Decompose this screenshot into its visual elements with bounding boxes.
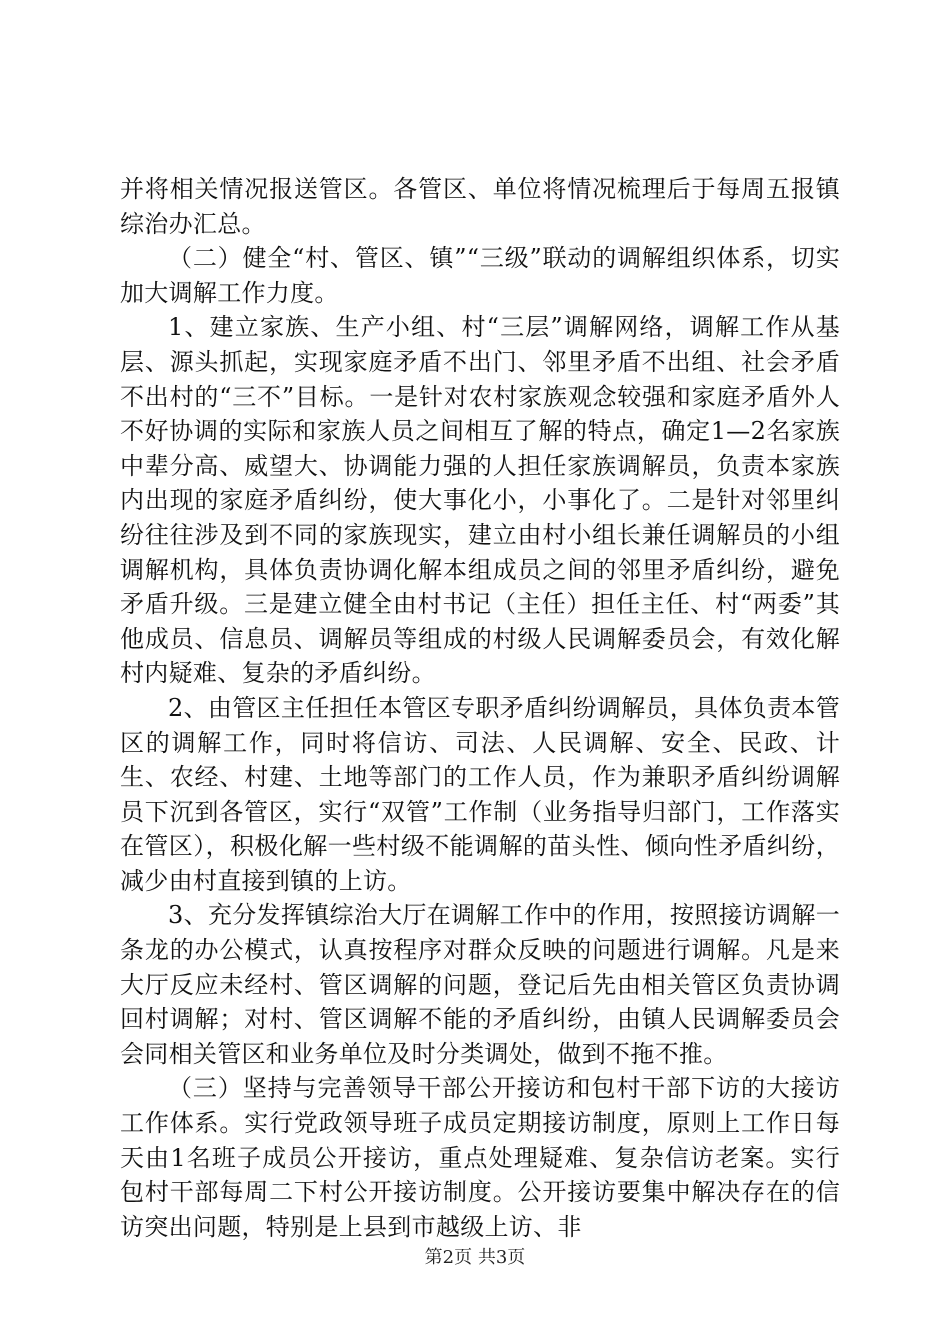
paragraph-item-one: 1、建立家族、生产小组、村“三层”调解网络，调解工作从基层、源头抓起，实现家庭矛盾不出门、邻里矛盾不出组、社会矛盾不出村的“三不”目标。一是针对农村家族观念较强和家庭矛盾外人不好协调的实际和家族人员之间相互了解的特点，确定1—2名家族中辈分高、威望大、协调能力强的人担任家族调解员，负责本家族内出现的家庭矛盾纠纷，使大事化小，小事化了。二是针对邻里纠纷往往涉及到不同的家族现实，建立由村小组长兼任调解员的小组调解机构，具体负责协调化解本组成员之间的邻里矛盾纠纷，避免矛盾升级。三是建立健全由村书记（主任）担任主任、村“两委”其他成员、信息员、调解员等组成的村级人民调解委员会，有效化解村内疑难、复杂的矛盾纠纷。 [120,313,840,688]
document-body [120,172,840,1244]
paragraph-section-two-heading: （二）健全“村、管区、镇”“三级”联动的调解组织体系，切实加大调解工作力度。 [120,244,840,307]
page-number-footer: 第2页 共3页 [424,1247,526,1268]
paragraph-continuation: 并将相关情况报送管区。各管区、单位将情况梳理后于每周五报镇综治办汇总。 [120,175,840,238]
paragraph-section-three: （三）坚持与完善领导干部公开接访和包村干部下访的大接访工作体系。实行党政领导班子成员定期接访制度，原则上工作日每天由1名班子成员公开接访，重点处理疑难、复杂信访老案。实行包村干部每周二下村公开接访制度。公开接访要集中解决存在的信访突出问题，特别是上县到市越级上访、非 [120,1074,840,1241]
paragraph-item-two: 2、由管区主任担任本管区专职矛盾纠纷调解员，具体负责本管区的调解工作，同时将信访、司法、人民调解、安全、民政、计生、农经、村建、土地等部门的工作人员，作为兼职矛盾纠纷调解员下沉到各管区，实行“双管”工作制（业务指导归部门，工作落实在管区），积极化解一些村级不能调解的苗头性、倾向性矛盾纠纷，减少由村直接到镇的上访。 [120,693,840,895]
paragraph-item-three: 3、充分发挥镇综治大厅在调解工作中的作用，按照接访调解一条龙的办公模式，认真按程序对群众反映的问题进行调解。凡是来大厅反应未经村、管区调解的问题，登记后先由相关管区负责协调回村调解；对村、管区调解不能的矛盾纠纷，由镇人民调解委员会会同相关管区和业务单位及时分类调处，做到不拖不推。 [120,901,840,1068]
